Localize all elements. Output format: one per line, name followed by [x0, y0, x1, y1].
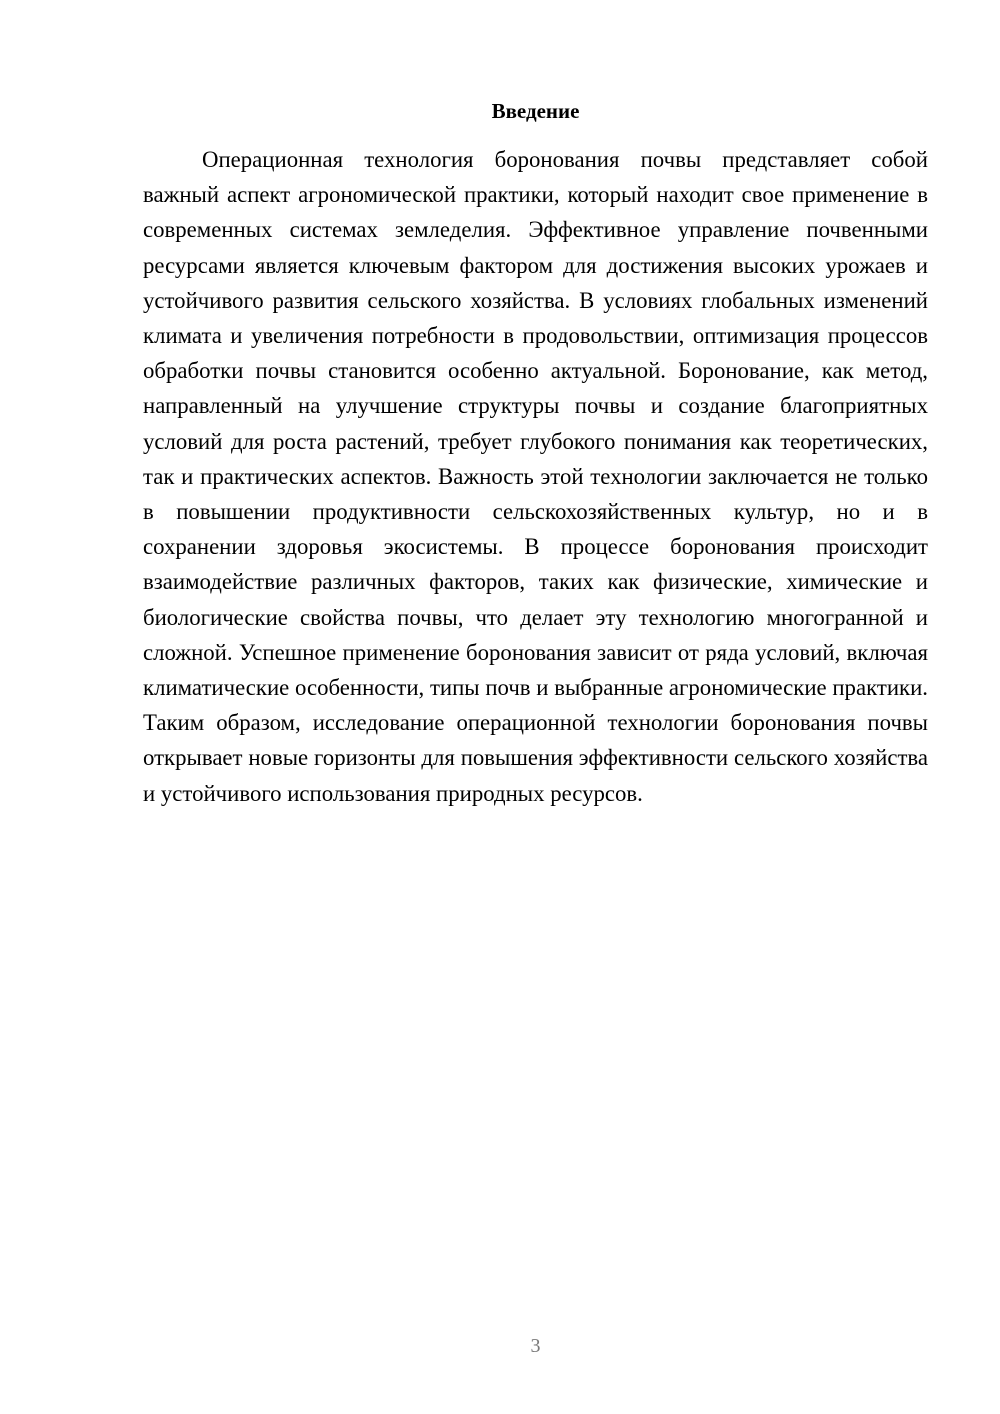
- intro-paragraph: Операционная технология боронования почвы представляет собой важный аспект агрономической практики, который находит свое применение в современных системах земледелия. Эффективное управление почвенными ресурсами является ключевым фактором для достижения высоких урожаев и устойчивого развития сельского хозяйства. В условиях глобальных изменений климата и увеличения потребности в продовольствии, оптимизация процессов обработки почвы становится особенно актуальной. Боронование, как метод, направленный на улучшение структуры почвы и создание благоприятных условий для роста растений, требует глубокого понимания как теоретических, так и практических аспектов. Важность этой технологии заключается не только в повышении продуктивности сельскохозяйственных культур, но и в сохранении здоровья экосистемы. В процессе боронования происходит взаимодействие различных факторов, таких как физические, химические и биологические свойства почвы, что делает эту технологию многогранной и сложной. Успешное применение боронования зависит от ряда условий, включая климатические особенности, типы почв и выбранные агрономические практики. Таким образом, исследование операционной технологии боронования почвы открывает новые горизонты для повышения эффективности сельского хозяйства и устойчивого использования природных ресурсов.: [143, 147, 928, 806]
- page-number: 3: [530, 1335, 541, 1357]
- section-title: Введение: [491, 99, 580, 123]
